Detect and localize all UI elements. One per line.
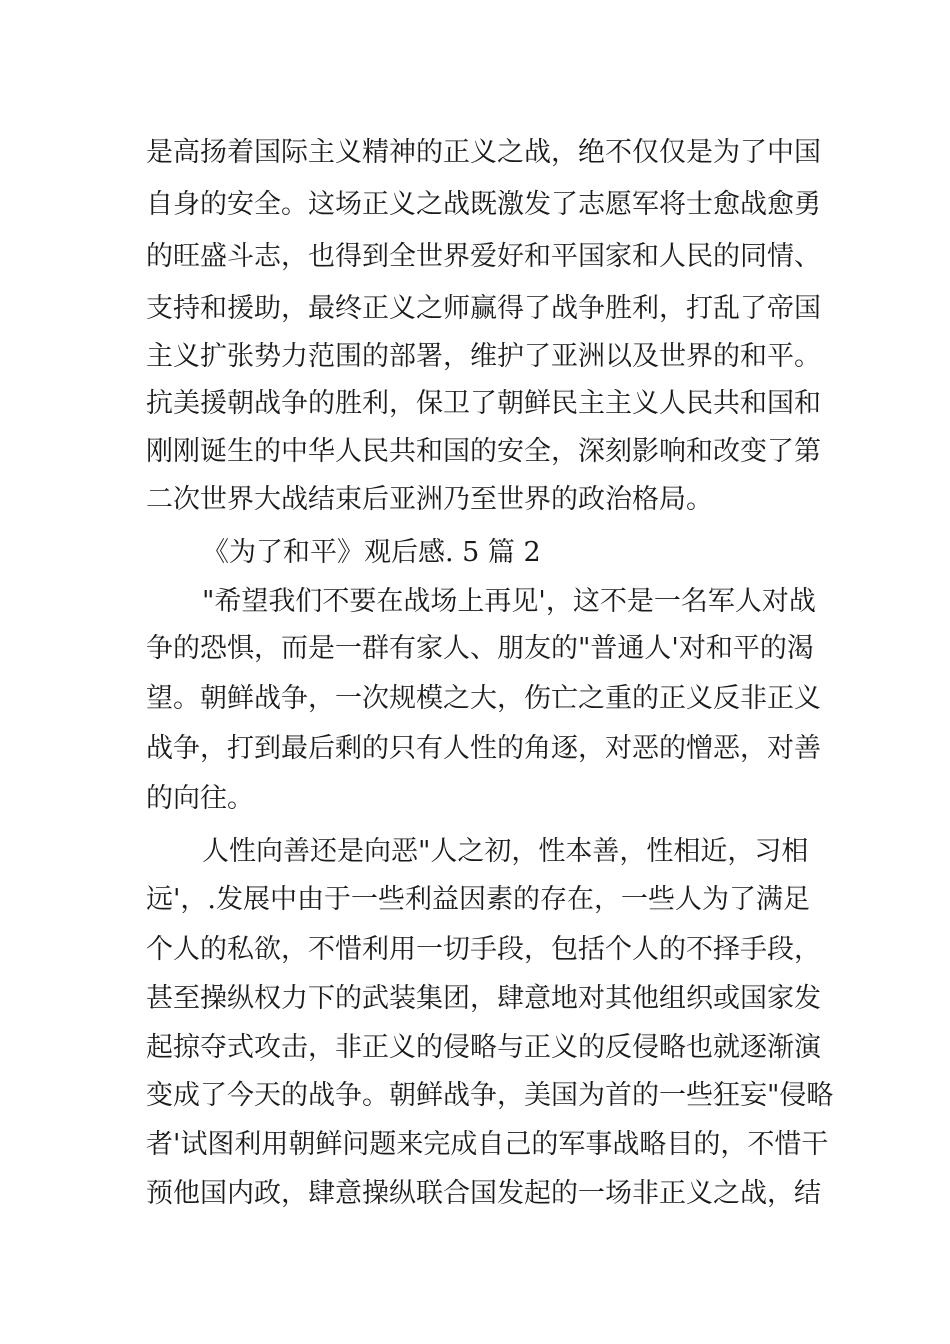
text-line: 战争，打到最后剩的只有人性的角逐，对恶的憎恶，对善 bbox=[146, 733, 821, 764]
text-line: 变成了今天的战争。朝鲜战争，美国为首的一些狂妄"侵略 bbox=[146, 1080, 834, 1111]
text-line: 者'试图利用朝鲜问题来完成自己的军事战略目的，不惜干 bbox=[146, 1129, 829, 1160]
text-line: 抗美援朝战争的胜利，保卫了朝鲜民主主义人民共和国和 bbox=[146, 388, 821, 419]
text-line: 自身的安全。这场正义之战既激发了志愿军将士愈战愈勇 bbox=[146, 189, 821, 220]
text-line: 支持和援助，最终正义之师赢得了战争胜利，打乱了帝国 bbox=[146, 293, 821, 324]
text-line: 个人的私欲，不惜利用一切手段，包括个人的不择手段， bbox=[146, 934, 821, 965]
text-line: 主义扩张势力范围的部署，维护了亚洲以及世界的和平。 bbox=[146, 341, 821, 372]
text-line: 人性向善还是向恶"人之初，性本善，性相近，习相 bbox=[202, 836, 809, 867]
text-line: 望。朝鲜战争，一次规模之大，伤亡之重的正义反非正义 bbox=[146, 683, 821, 714]
text-line: "希望我们不要在战场上再见'，这不是一名军人对战 bbox=[202, 586, 816, 617]
text-line: 的旺盛斗志，也得到全世界爱好和平国家和人民的同情、 bbox=[146, 241, 821, 272]
text-line: 预他国内政，肆意操纵联合国发起的一场非正义之战，结 bbox=[146, 1178, 821, 1209]
text-line: 起掠夺式攻击，非正义的侵略与正义的反侵略也就逐渐演 bbox=[146, 1032, 821, 1063]
section-heading: 《为了和平》观后感. 5 篇 2 bbox=[202, 537, 541, 568]
text-line: 甚至操纵权力下的武装集团，肆意地对其他组织或国家发 bbox=[146, 983, 821, 1014]
text-line: 是高扬着国际主义精神的正义之战，绝不仅仅是为了中国 bbox=[146, 137, 821, 168]
text-line: 的向往。 bbox=[146, 783, 254, 814]
text-line: 争的恐惧，而是一群有家人、朋友的"普通人'对和平的渴 bbox=[146, 633, 814, 664]
text-line: 二次世界大战结束后亚洲乃至世界的政治格局。 bbox=[146, 484, 713, 515]
text-line: 刚刚诞生的中华人民共和国的安全，深刻影响和改变了第 bbox=[146, 436, 821, 467]
text-line: 远'，.发展中由于一些利益因素的存在，一些人为了满足 bbox=[146, 884, 811, 915]
